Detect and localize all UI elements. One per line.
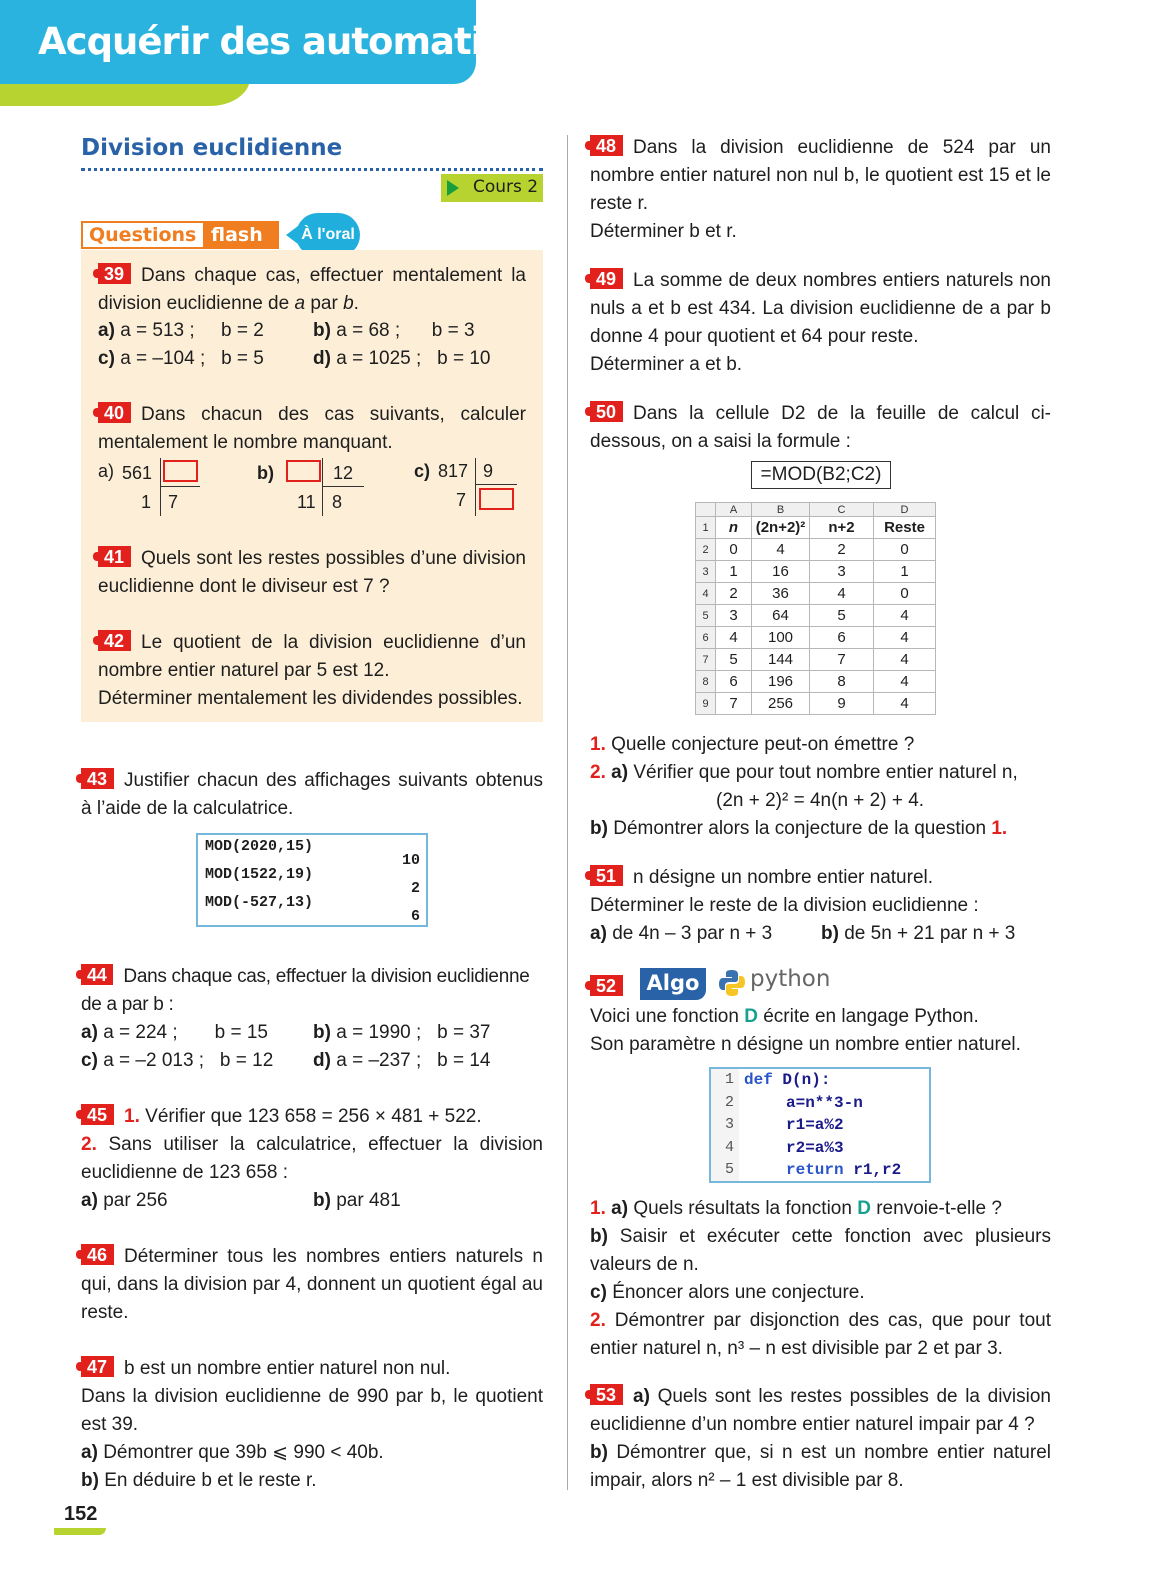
sheet-head-cell: (2n+2)² [752,517,810,539]
section-divider [81,168,543,171]
sheet-cell: 36 [752,583,810,605]
ex50-equation: (2n + 2)² = 4n(n + 2) + 4. [716,790,925,811]
division-bar [160,486,200,487]
sheet-cell: 16 [752,561,810,583]
sheet-cell: 4 [874,693,936,715]
code-line-number: 1 [725,1071,735,1088]
exercise-text: b est un nombre entier naturel non nul. [124,1358,451,1379]
division-bar [475,458,476,516]
exercise-52-header [590,976,633,999]
sheet-row [696,649,936,671]
exercise-number: 50 [590,401,623,422]
missing-value-box[interactable] [286,460,321,482]
ex44-item-c: c) a = –2 013 ; b = 12 [81,1050,274,1071]
exercise-53-b: b) Démontrer que, si n est un nombre entier naturel impair, alors n² – 1 est divisible par 8. [590,1442,1051,1491]
cours-badge-label: Cours 2 [473,177,539,197]
exercise-number: 52 [590,975,623,996]
calc-expr: MOD(-527,13) [205,894,314,911]
sheet-row-number: 9 [696,693,716,715]
sheet-cell: 2 [810,539,874,561]
exercise-42 [98,629,526,685]
sheet-cell: 100 [752,627,810,649]
division-bar [160,458,161,516]
sheet-cell: 3 [810,561,874,583]
exercise-number: 44 [81,964,113,985]
exercise-48-q: Déterminer b et r. [590,221,737,242]
questions-label: Questions [89,224,197,246]
sheet-cell: 0 [874,583,936,605]
sheet-corner [696,503,716,517]
calc-expr: MOD(2020,15) [205,838,314,855]
ex44-item-d: d) a = –237 ; b = 14 [313,1050,491,1071]
ex40-b-remainder: 11 [297,492,316,512]
exercise-text: Dans la division euclidienne de 524 par un nombre entier naturel non nul b, le quotient est 15 et le reste r. [590,137,1051,214]
ex52-q2: 2. Démontrer par disjonction des cas, que pour tout entier naturel n, n³ – n est divisible par 2 et par 3. [590,1310,1051,1359]
exercise-47 [81,1355,543,1383]
division-bar [322,486,364,487]
exercise-number: 47 [81,1356,114,1377]
sheet-cell: 0 [716,539,752,561]
exercise-47-text: Dans la division euclidienne de 990 par b, le quotient est 39. [81,1386,543,1435]
division-bar [322,458,323,516]
ex39-item-d: d) a = 1025 ; b = 10 [313,348,491,369]
sheet-cell: 0 [874,539,936,561]
code-line-number: 2 [725,1093,735,1111]
missing-value-box[interactable] [163,460,198,482]
ex40-c-divisor: 9 [483,461,494,481]
var-b: b [343,293,354,314]
section-title: Division euclidienne [81,135,343,161]
sheet-cell: 4 [874,627,936,649]
algo-badge: Algo [640,968,706,1000]
page-number: 152 [64,1503,98,1525]
sheet-cell: 4 [874,649,936,671]
ex45-item-b: b) par 481 [313,1190,401,1211]
ex50-q2b: b) Démontrer alors la conjecture de la question 1. [590,818,1008,839]
exercise-text: Dans chaque cas, effectuer la division euclidienne de a par b : [81,966,530,1015]
ex40-c-label: c) [414,461,431,481]
exercise-number: 45 [81,1104,114,1125]
sheet-row [696,693,936,715]
exercise-53: 53 a) Quels sont les restes possibles de la division euclidienne d’un nombre entier naturel impair par 4 ? [590,1385,1051,1435]
questions-flash-label [81,221,279,249]
ex52-q1a: 1. a) Quels résultats la fonction D renvoie-t-elle ? [590,1198,1002,1219]
ex51-item-b: b) de 5n + 21 par n + 3 [821,923,1016,944]
exercise-number: 53 [590,1384,623,1405]
exercise-number: 42 [98,630,131,651]
sheet-cell: 4 [810,583,874,605]
ex44-item-b: b) a = 1990 ; b = 37 [313,1022,491,1043]
sheet-row [696,539,936,561]
exercise-number: 51 [590,865,623,886]
ex45-item-a: a) par 256 [81,1190,168,1211]
exercise-text: Dans chaque cas, effectuer mentalement la division euclidienne de [98,265,526,314]
exercise-text: Dans chacun des cas suivants, calculer mentalement le nombre manquant. [98,404,526,453]
sheet-head-cell: Reste [874,517,936,539]
sheet-row [696,671,936,693]
sheet-row-number: 8 [696,671,716,693]
sheet-cell: 4 [716,627,752,649]
oral-badge: À l'oral [296,213,360,257]
python-logo-icon [717,968,747,998]
code-line: def D(n): [744,1071,831,1089]
exercise-52-text: Voici une fonction D écrite en langage Python. [590,1006,979,1027]
exercise-51 [590,864,1051,892]
code-line: r2=a%3 [786,1138,844,1157]
sheet-col-header: C [810,503,874,517]
sheet-row [696,561,936,583]
ex52-q1c: c) Énoncer alors une conjecture. [590,1282,865,1303]
var-a: a [294,293,306,314]
sheet-row [696,627,936,649]
sheet-cell: 7 [716,693,752,715]
arrow-icon [447,180,459,196]
sheet-cell: 4 [874,605,936,627]
ex40-b-quotient: 8 [332,492,343,512]
sheet-col-header: B [752,503,810,517]
sheet-row-number: 7 [696,649,716,671]
exercise-text: n désigne un nombre entier naturel. [633,867,934,888]
sheet-cell: 9 [810,693,874,715]
python-label: python [750,966,831,992]
exercise-40 [98,401,526,457]
exercise-51-text: Déterminer le reste de la division euclidienne : [590,895,979,916]
sheet-row [696,583,936,605]
sheet-col-header: A [716,503,752,517]
exercise-49 [590,267,1051,351]
exercise-45: 45 1. Vérifier que 123 658 = 256 × 481 + 522. [81,1103,543,1131]
exercise-48 [590,134,1051,218]
code-line-number: 4 [725,1138,735,1156]
exercise-46 [81,1243,543,1327]
exercise-45-q2: 2. Sans utiliser la calculatrice, effectuer la division euclidienne de 123 658 : [81,1134,544,1183]
sheet-cell: 2 [716,583,752,605]
exercise-39 [98,262,526,318]
exercise-number: 49 [590,268,623,289]
flash-label: flash [203,223,277,247]
sheet-cell: 1 [874,561,936,583]
ex40-a-dividend: 561 [122,463,153,483]
code-line-number: 5 [725,1161,735,1178]
exercise-number: 41 [98,546,131,567]
ex40-c-dividend: 817 [438,461,469,481]
exercise-42-line2: Déterminer mentalement les dividendes possibles. [98,688,523,709]
calc-expr: MOD(1522,19) [205,866,314,883]
ex40-b-divisor: 12 [333,463,354,483]
exercise-43 [81,767,543,823]
exercise-number: 43 [81,768,114,789]
missing-value-box[interactable] [479,488,514,510]
sheet-cell: 64 [752,605,810,627]
exercise-text: Déterminer tous les nombres entiers naturels n qui, dans la division par 4, donnent un quotient égal au reste. [81,1246,543,1323]
exercise-number: 46 [81,1244,114,1265]
ex47-item-b: b) En déduire b et le reste r. [81,1470,317,1491]
sheet-cell: 8 [810,671,874,693]
sheet-cell: 6 [810,627,874,649]
ex40-a-label: a) [98,461,115,481]
sheet-row-number: 4 [696,583,716,605]
sheet-cell: 7 [810,649,874,671]
ex40-c-remainder: 7 [456,490,467,510]
column-divider [567,135,568,1490]
exercise-text: Justifier chacun des affichages suivants obtenus à l’aide de la calculatrice. [81,770,543,819]
exercise-text: . [353,293,359,314]
ex40-b-label: b) [257,463,274,483]
exercise-44 [81,963,543,1019]
sheet-cell: 4 [752,539,810,561]
ex47-item-a: a) Démontrer que 39b ⩽ 990 < 40b. [81,1442,384,1463]
exercise-text: La somme de deux nombres entiers naturels non nuls a et b est 434. La division euclidienne de a par b donne 4 pour quotient et 64 pour reste. [590,270,1051,347]
sheet-head-cell: n [716,517,752,539]
page-header-title: Acquérir des automatismes [38,20,587,63]
ex40-a-remainder: 1 [141,492,152,512]
sheet-head-cell: n+2 [810,517,874,539]
division-bar [475,484,517,485]
exercise-41 [98,545,526,601]
sheet-cell: 196 [752,671,810,693]
sheet-cell: 4 [874,671,936,693]
sheet-cell: 6 [716,671,752,693]
sheet-cell: 5 [716,649,752,671]
exercise-text: Le quotient de la division euclidienne d’un nombre entier naturel par 5 est 12. [98,632,526,681]
sheet-row-number: 6 [696,627,716,649]
sheet-row-number: 2 [696,539,716,561]
ex50-q1: 1. Quelle conjecture peut-on émettre ? [590,734,915,755]
python-code-block [709,1067,931,1183]
formula-box: =MOD(B2;C2) [751,461,891,489]
code-line: r1=a%2 [786,1116,844,1134]
sheet-row-number: 5 [696,605,716,627]
ex39-item-c: c) a = –104 ; b = 5 [98,348,264,369]
code-line-number: 3 [725,1116,735,1133]
exercise-49-q: Déterminer a et b. [590,354,743,375]
calc-result: 2 [410,880,420,897]
ex44-item-a: a) a = 224 ; b = 15 [81,1022,268,1043]
page-number-accent [54,1528,106,1535]
sheet-cell: 3 [716,605,752,627]
ex52-q1b: b) Saisir et exécuter cette fonction avec plusieurs valeurs de n. [590,1226,1052,1275]
ex39-item-a: a) a = 513 ; b = 2 [98,320,264,341]
exercise-number: 48 [590,135,623,156]
exercise-number: 39 [98,263,131,284]
calculator-display [196,833,428,927]
exercise-52-text2: Son paramètre n désigne un nombre entier naturel. [590,1034,1021,1055]
exercise-text: Dans la cellule D2 de la feuille de calcul ci-dessous, on a saisi la formule : [590,403,1051,452]
sheet-cell: 144 [752,649,810,671]
ex40-a-quotient: 7 [168,492,179,512]
sheet-col-header: D [874,503,936,517]
exercise-text: par [310,293,338,314]
sheet-cell: 256 [752,693,810,715]
calc-result: 6 [410,908,420,925]
exercise-text: Quels sont les restes possibles d’une division euclidienne dont le diviseur est 7 ? [98,548,526,597]
code-line: a=n**3-n [786,1093,863,1112]
exercise-50 [590,400,1051,456]
calc-result: 10 [401,852,420,869]
spreadsheet-table [695,502,936,715]
ex39-item-b: b) a = 68 ; b = 3 [313,320,475,341]
sheet-row-number: 3 [696,561,716,583]
ex50-q2a: 2. a) Vérifier que pour tout nombre entier naturel n, [590,762,1018,783]
cours-badge[interactable] [441,174,543,202]
sheet-row-number: 1 [696,517,716,539]
exercise-number: 40 [98,402,131,423]
sheet-row [696,605,936,627]
sheet-cell: 5 [810,605,874,627]
ex51-item-a: a) de 4n – 3 par n + 3 [590,923,773,944]
spreadsheet [695,502,936,715]
sheet-cell: 1 [716,561,752,583]
code-line: return r1,r2 [786,1161,902,1179]
